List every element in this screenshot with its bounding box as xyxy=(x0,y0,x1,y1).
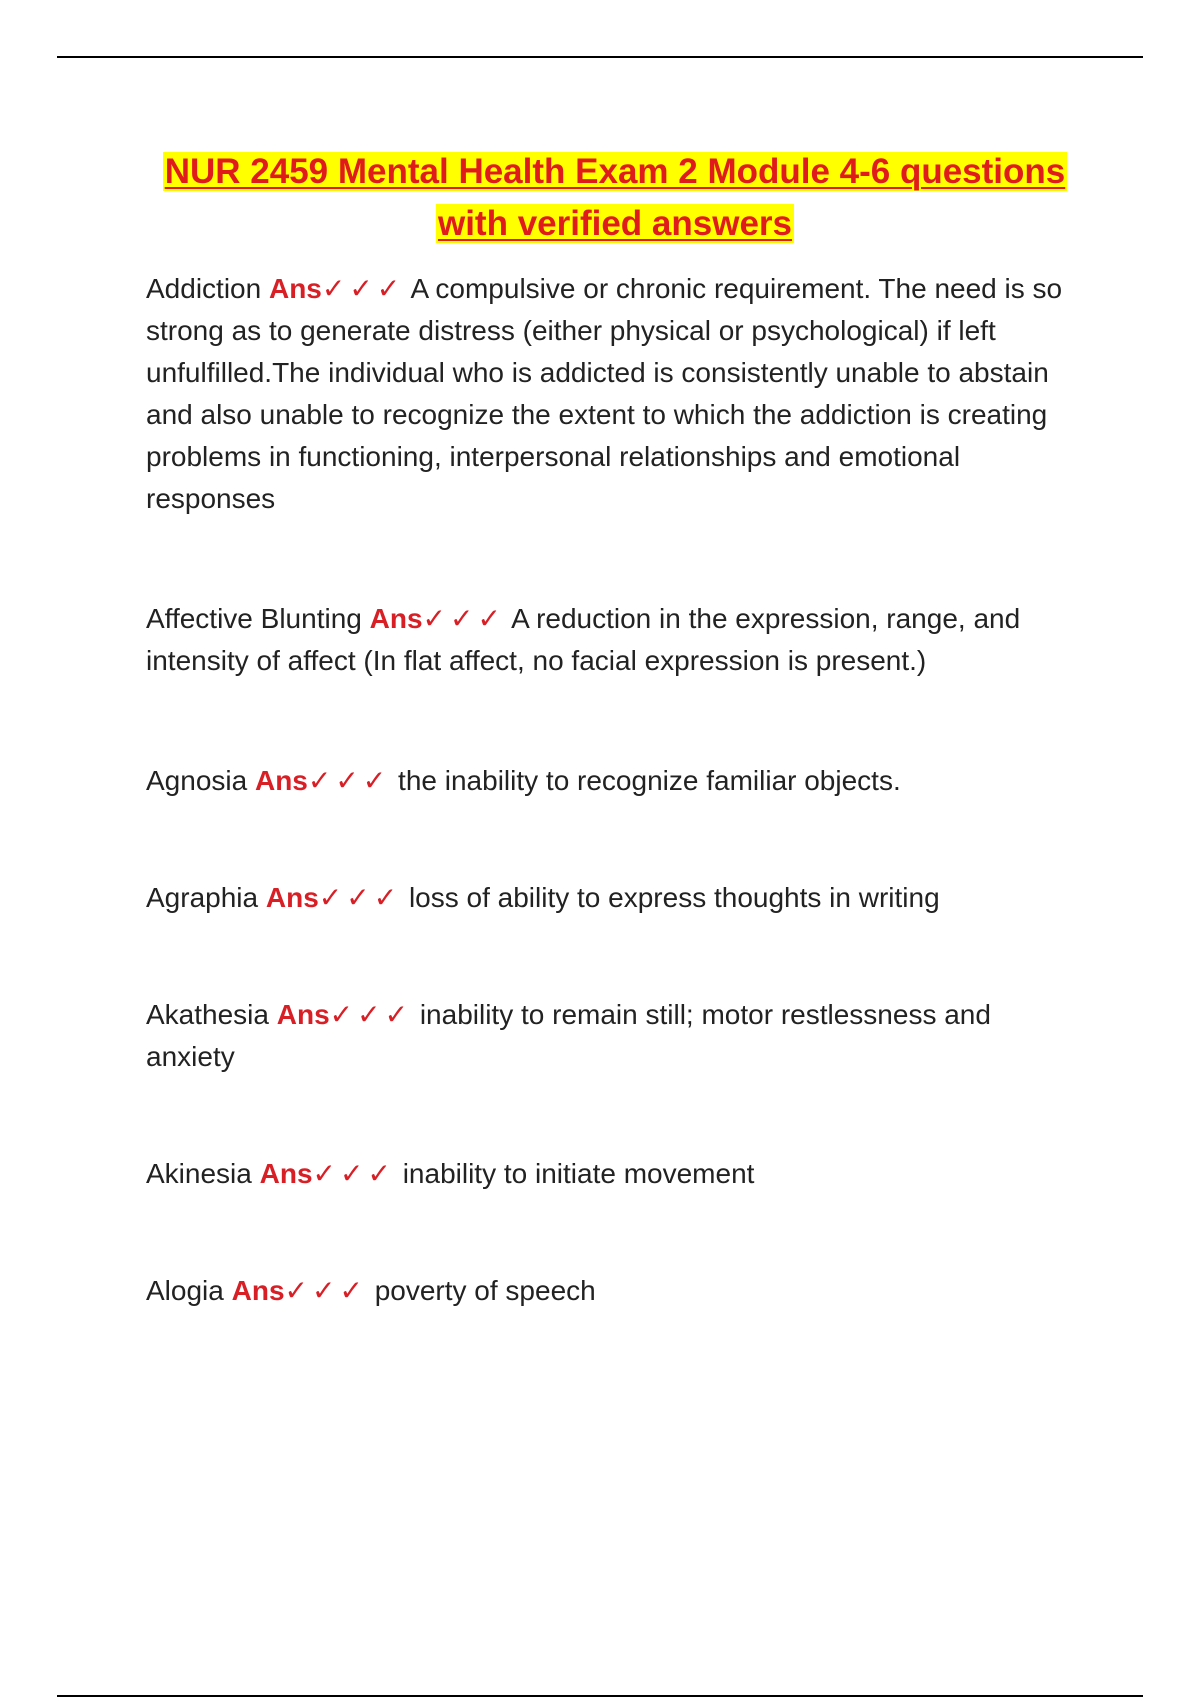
entry-definition: inability to initiate movement xyxy=(402,1158,755,1189)
glossary-entry-addiction xyxy=(146,268,1086,520)
glossary-entry-affective-blunting xyxy=(146,598,1086,682)
entry-term: Akinesia xyxy=(146,1158,252,1189)
answer-marker: Ans xyxy=(268,273,322,304)
answer-marker: Ans xyxy=(369,603,423,634)
entry-term: Addiction xyxy=(146,273,262,304)
title-line-2: with verified answers xyxy=(437,204,793,243)
check-marks-icon: ✓✓✓ xyxy=(329,999,413,1030)
answer-marker: Ans xyxy=(265,882,319,913)
entry-term: Agnosia xyxy=(146,765,248,796)
glossary-entry-agraphia xyxy=(146,877,1086,919)
entry-term: Affective Blunting xyxy=(146,603,362,634)
glossary-entry-akinesia xyxy=(146,1153,1086,1195)
entry-term: Akathesia xyxy=(146,999,269,1030)
check-marks-icon: ✓✓✓ xyxy=(284,1275,367,1306)
bottom-rule xyxy=(57,1695,1143,1697)
title-line-1: NUR 2459 Mental Health Exam 2 Module 4-6 questions xyxy=(164,152,1066,191)
entry-definition: the inability to recognize familiar objects. xyxy=(398,765,901,796)
check-marks-icon: ✓✓✓ xyxy=(422,603,505,634)
answer-marker: Ans xyxy=(231,1275,285,1306)
document-title xyxy=(60,146,1170,250)
entry-definition: poverty of speech xyxy=(374,1275,596,1306)
entry-term: Alogia xyxy=(146,1275,224,1306)
glossary-list xyxy=(146,268,1086,1312)
entry-definition: inability to remain still; motor restlessness and anxiety xyxy=(146,999,991,1072)
entry-definition: A reduction in the expression, range, and intensity of affect (In flat affect, no facial expression is present.) xyxy=(146,603,1021,676)
entry-definition: loss of ability to express thoughts in writing xyxy=(408,882,940,913)
check-marks-icon: ✓✓✓ xyxy=(318,882,402,913)
check-marks-icon: ✓✓✓ xyxy=(312,1158,395,1189)
answer-marker: Ans xyxy=(276,999,330,1030)
entry-definition: A compulsive or chronic requirement. The need is so strong as to generate distress (either physical or psychological) if left unfulfilled.The individual who is addicted is consistently unable to abstain and also unable to recognize the extent to which the addiction is creating problems in functioning, interpersonal relationships and emotional responses xyxy=(146,273,1063,514)
check-marks-icon: ✓✓✓ xyxy=(321,273,405,304)
entry-term: Agraphia xyxy=(146,882,259,913)
glossary-entry-akathesia xyxy=(146,994,1086,1078)
glossary-entry-alogia xyxy=(146,1270,1086,1312)
answer-marker: Ans xyxy=(259,1158,313,1189)
answer-marker: Ans xyxy=(254,765,308,796)
check-marks-icon: ✓✓✓ xyxy=(307,765,391,796)
glossary-entry-agnosia xyxy=(146,760,1086,802)
top-rule xyxy=(57,56,1143,58)
